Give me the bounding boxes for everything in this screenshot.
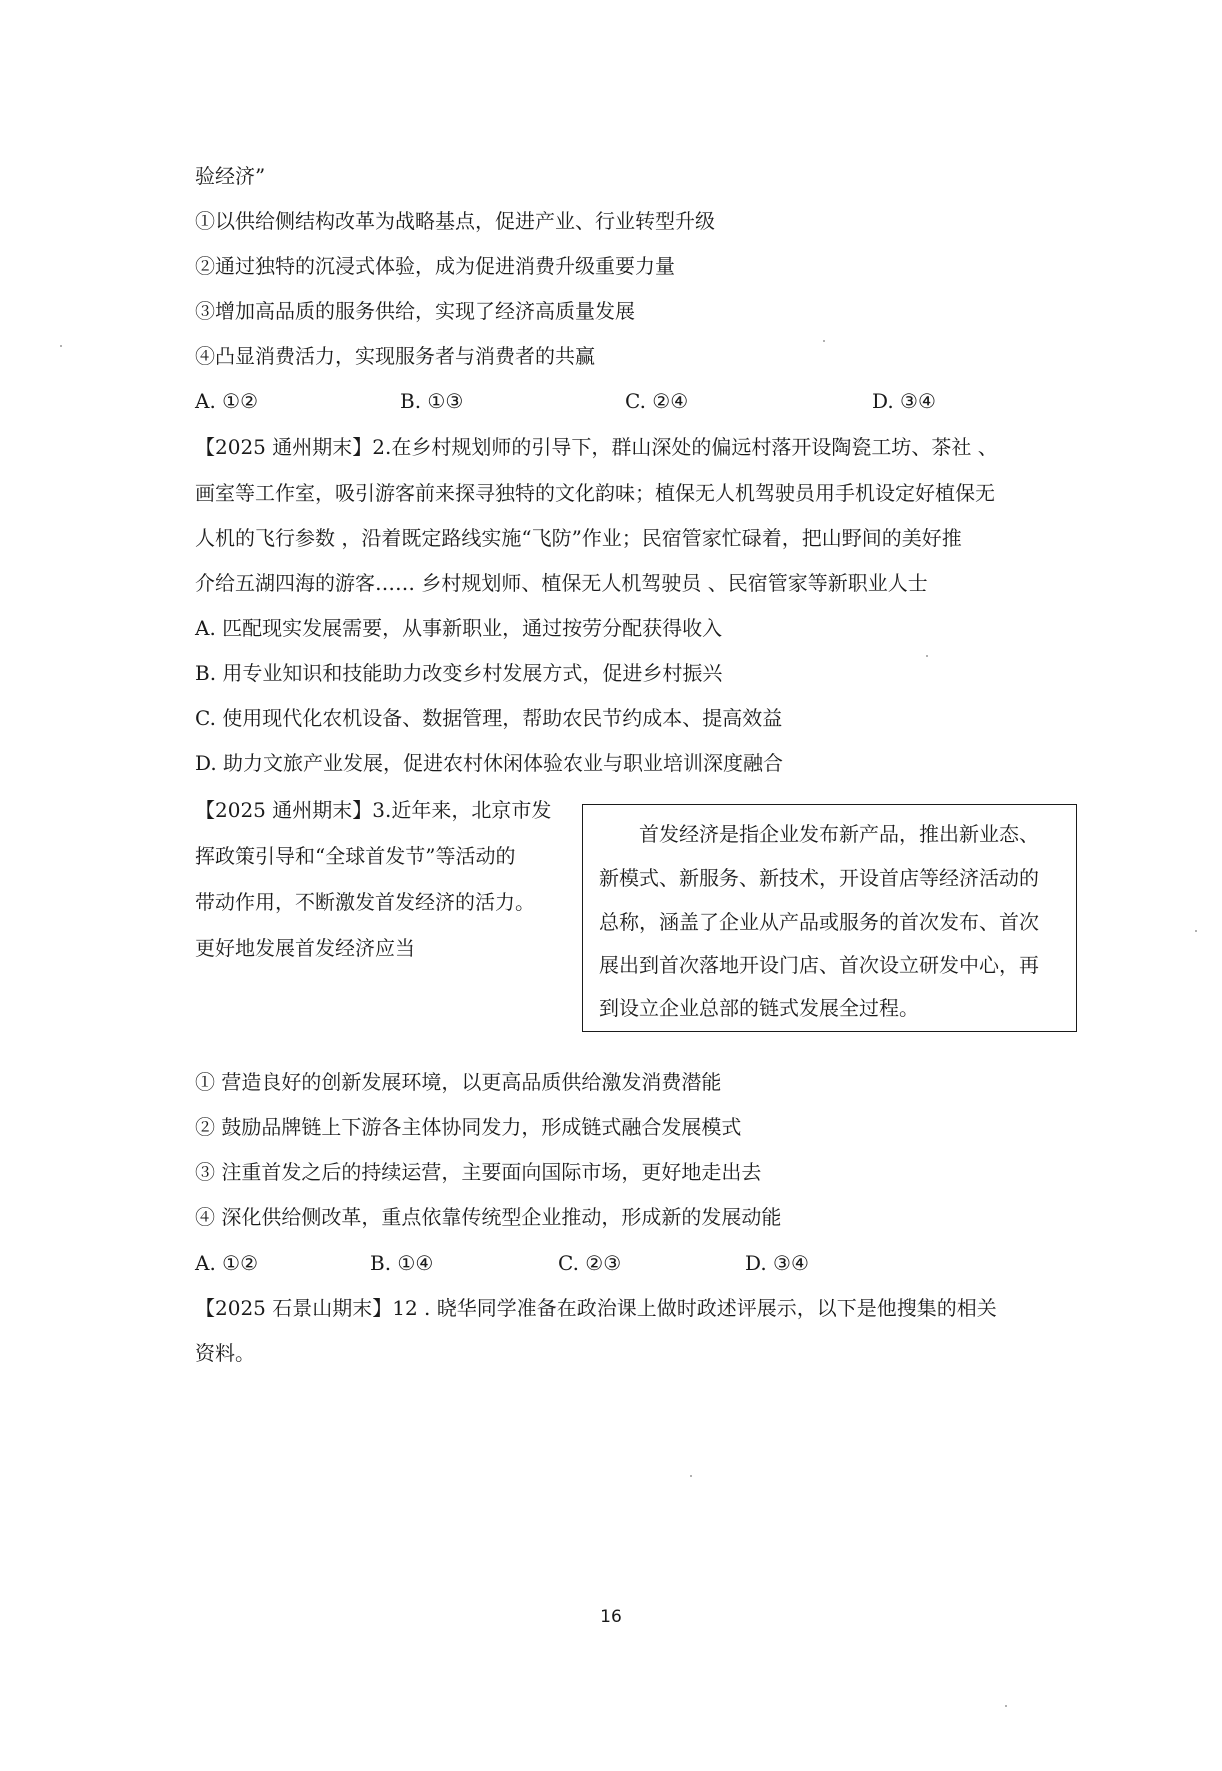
- q2-option-b: B. 用专业知识和技能助力改变乡村发展方式，促进乡村振兴: [195, 661, 723, 685]
- scan-speck: [60, 345, 62, 347]
- q3-item-2: ② 鼓励品牌链上下游各主体协同发力，形成链式融合发展模式: [195, 1115, 742, 1139]
- q3-stem-line-3: 带动作用，不断激发首发经济的活力。: [195, 890, 535, 914]
- q1-item-3: ③增加高品质的服务供给，实现了经济高质量发展: [195, 299, 635, 323]
- q3-material-line-1: 首发经济是指企业发布新产品，推出新业态、: [639, 822, 1039, 846]
- scan-speck: [823, 340, 825, 342]
- scan-speck: [926, 655, 928, 657]
- q3-material-line-4: 展出到首次落地开设门店、首次设立研发中心，再: [599, 953, 1039, 977]
- q3-material-line-3: 总称，涵盖了企业从产品或服务的首次发布、首次: [599, 910, 1039, 934]
- page-number: 16: [600, 1607, 622, 1627]
- q3-material-box: [582, 804, 1077, 1032]
- q3-stem-line-1: 【2025 通州期末】3.近年来，北京市发: [195, 798, 552, 822]
- q3-option-d: D. ③④: [745, 1251, 809, 1275]
- q3-option-b: B. ①④: [370, 1251, 434, 1275]
- q2-option-d: D. 助力文旅产业发展，促进农村休闲体验农业与职业培训深度融合: [195, 751, 784, 775]
- scan-speck: [690, 1475, 692, 1477]
- q3-stem-line-4: 更好地发展首发经济应当: [195, 936, 415, 960]
- q2-stem-line-2: 画室等工作室，吸引游客前来探寻独特的文化韵味；植保无人机驾驶员用手机设定好植保无: [195, 481, 995, 505]
- q1-option-d: D. ③④: [872, 389, 936, 413]
- q3-item-4: ④ 深化供给侧改革，重点依靠传统型企业推动，形成新的发展动能: [195, 1205, 782, 1229]
- q2-stem-line-4: 介给五湖四海的游客…… 乡村规划师、植保无人机驾驶员 、民宿管家等新职业人士: [195, 571, 928, 595]
- q3-item-3: ③ 注重首发之后的持续运营，主要面向国际市场，更好地走出去: [195, 1160, 762, 1184]
- q12-stem-line-1: 【2025 石景山期末】12 . 晓华同学准备在政治课上做时政述评展示，以下是他搜集的相关: [195, 1296, 997, 1320]
- q3-item-1: ① 营造良好的创新发展环境，以更高品质供给激发消费潜能: [195, 1070, 722, 1094]
- q2-stem-line-1: 【2025 通州期末】2.在乡村规划师的引导下，群山深处的偏远村落开设陶瓷工坊、茶社 、: [195, 435, 998, 459]
- q3-material-line-5: 到设立企业总部的链式发展全过程。: [599, 996, 919, 1020]
- q3-material-line-2: 新模式、新服务、新技术，开设首店等经济活动的: [599, 866, 1039, 890]
- q3-stem-line-2: 挥政策引导和“全球首发节”等活动的: [195, 844, 516, 868]
- q2-stem-line-3: 人机的飞行参数 ，沿着既定路线实施“飞防”作业；民宿管家忙碌着，把山野间的美好推: [195, 526, 962, 550]
- q2-option-a: A. 匹配现实发展需要，从事新职业，通过按劳分配获得收入: [195, 616, 723, 640]
- q2-option-c: C. 使用现代化农机设备、数据管理，帮助农民节约成本、提高效益: [195, 706, 783, 730]
- q1-item-4: ④凸显消费活力，实现服务者与消费者的共赢: [195, 344, 595, 368]
- q1-option-c: C. ②④: [625, 389, 689, 413]
- scan-speck: [1005, 1705, 1007, 1707]
- q1-stem-continuation: 验经济”: [195, 164, 266, 188]
- q3-option-c: C. ②③: [558, 1251, 622, 1275]
- q1-option-a: A. ①②: [195, 389, 259, 413]
- q1-item-2: ②通过独特的沉浸式体验，成为促进消费升级重要力量: [195, 254, 675, 278]
- q1-item-1: ①以供给侧结构改革为战略基点，促进产业、行业转型升级: [195, 209, 715, 233]
- q12-stem-line-2: 资料。: [195, 1341, 255, 1365]
- q3-option-a: A. ①②: [195, 1251, 259, 1275]
- q1-option-b: B. ①③: [400, 389, 464, 413]
- scan-speck: [1195, 930, 1197, 932]
